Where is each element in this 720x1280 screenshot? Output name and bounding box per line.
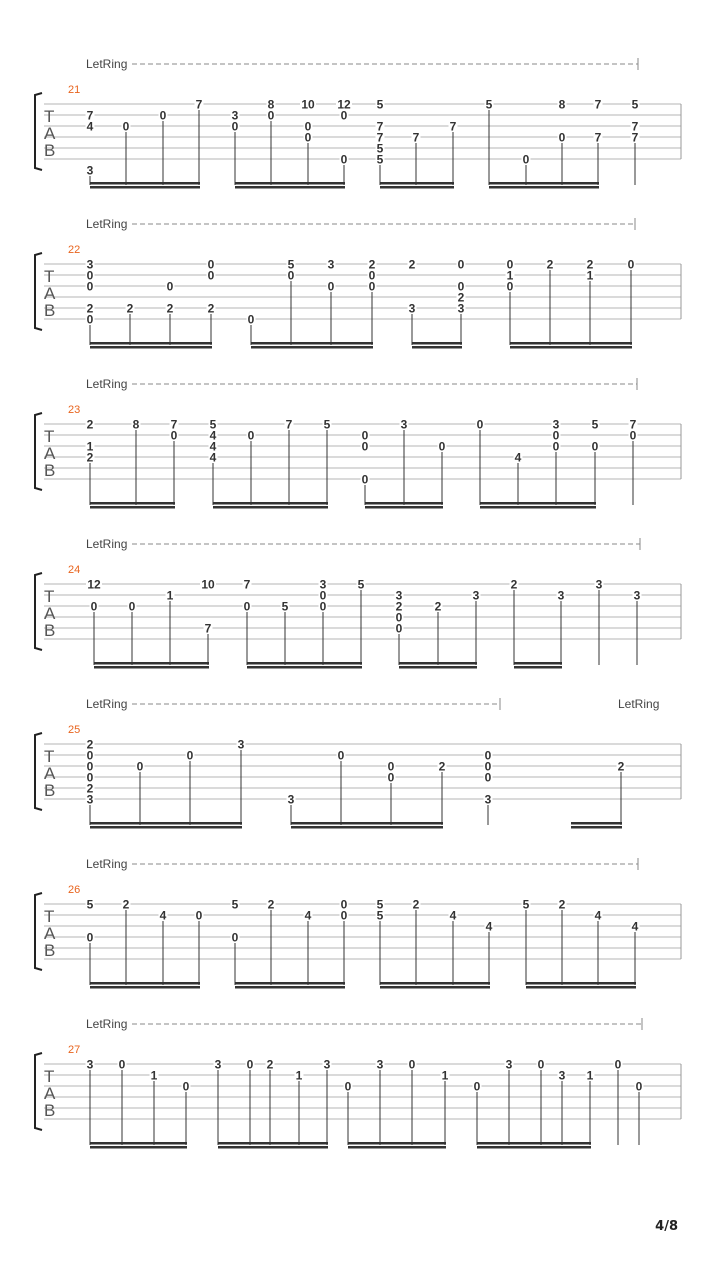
fret-number: 7: [629, 417, 637, 432]
system-bracket: [35, 573, 42, 650]
fret-number: 2: [267, 897, 275, 912]
beam: [380, 982, 490, 985]
beam: [90, 822, 242, 825]
tab-clef-letter: T: [44, 267, 55, 286]
fret-number: 0: [627, 257, 635, 272]
tab-system-21: [35, 58, 681, 189]
fret-number: 3: [552, 417, 560, 432]
tab-clef-letter: T: [44, 907, 55, 926]
fret-number: 2: [86, 737, 94, 752]
fret-number: 2: [546, 257, 554, 272]
let-ring-label: LetRing: [86, 697, 128, 711]
fret-number: 3: [558, 1068, 566, 1083]
fret-number: 0: [506, 279, 514, 294]
fret-number: 2: [408, 257, 416, 272]
fret-number: 0: [186, 748, 194, 763]
fret-number: 0: [368, 279, 376, 294]
beam: [571, 826, 622, 829]
beam: [90, 186, 200, 189]
fret-number: 4: [159, 908, 167, 923]
fret-number: 3: [327, 257, 335, 272]
beam: [218, 1146, 328, 1149]
fret-number: 7: [594, 130, 602, 145]
fret-number: 3: [376, 1057, 384, 1072]
fret-number: 5: [281, 599, 289, 614]
beam: [514, 662, 562, 665]
beam: [251, 342, 373, 345]
beam: [365, 502, 443, 505]
beam: [399, 666, 477, 669]
fret-number: 0: [484, 759, 492, 774]
beam: [90, 1142, 187, 1145]
measure-number: 26: [68, 884, 81, 896]
fret-number: 5: [231, 897, 239, 912]
fret-number: 0: [304, 130, 312, 145]
fret-number: 4: [209, 428, 217, 443]
fret-number: 10: [201, 577, 215, 592]
fret-number: 0: [122, 119, 130, 134]
fret-number: 1: [586, 1068, 594, 1083]
beam: [510, 342, 632, 345]
fret-number: 5: [522, 897, 530, 912]
tab-system-27: [35, 1018, 681, 1149]
let-ring-label: LetRing: [86, 537, 128, 551]
fret-number: 1: [295, 1068, 303, 1083]
fret-number: 3: [633, 588, 641, 603]
fret-number: 0: [287, 268, 295, 283]
fret-number: 3: [214, 1057, 222, 1072]
fret-number: 2: [122, 897, 130, 912]
fret-number: 2: [207, 301, 215, 316]
fret-number: 0: [522, 152, 530, 167]
fret-number: 5: [376, 908, 384, 923]
fret-number: 0: [476, 417, 484, 432]
beam: [90, 982, 200, 985]
fret-number: 0: [231, 930, 239, 945]
fret-number: 0: [304, 119, 312, 134]
beam: [213, 502, 328, 505]
fret-number: 0: [361, 428, 369, 443]
fret-number: 3: [484, 792, 492, 807]
fret-number: 3: [400, 417, 408, 432]
beam: [380, 986, 490, 989]
beam: [247, 662, 362, 665]
fret-number: 0: [368, 268, 376, 283]
fret-number: 0: [319, 588, 327, 603]
fret-number: 3: [323, 1057, 331, 1072]
fret-number: 4: [449, 908, 457, 923]
fret-number: 3: [395, 588, 403, 603]
let-ring-label: LetRing: [86, 857, 128, 871]
beam: [514, 666, 562, 669]
fret-number: 10: [301, 97, 315, 112]
beam: [526, 986, 636, 989]
system-bracket: [35, 1053, 42, 1130]
fret-number: 2: [395, 599, 403, 614]
fret-number: 2: [412, 897, 420, 912]
fret-number: 3: [472, 588, 480, 603]
fret-number: 2: [86, 781, 94, 796]
fret-number: 0: [170, 428, 178, 443]
fret-number: 0: [159, 108, 167, 123]
fret-number: 2: [617, 759, 625, 774]
fret-number: 0: [395, 610, 403, 625]
fret-number: 0: [247, 312, 255, 327]
fret-number: 0: [473, 1079, 481, 1094]
tab-clef-letter: B: [44, 301, 56, 320]
fret-number: 0: [247, 428, 255, 443]
fret-number: 3: [86, 1057, 94, 1072]
fret-number: 2: [510, 577, 518, 592]
fret-number: 1: [586, 268, 594, 283]
tab-clef-letter: A: [44, 764, 56, 783]
fret-number: 2: [86, 301, 94, 316]
fret-number: 0: [337, 748, 345, 763]
beam: [90, 342, 212, 345]
fret-number: 2: [368, 257, 376, 272]
fret-number: 7: [376, 119, 384, 134]
measure-number: 24: [68, 564, 81, 576]
fret-number: 4: [514, 450, 522, 465]
tab-system-23: [35, 378, 681, 509]
beam: [380, 182, 454, 185]
fret-number: 0: [128, 599, 136, 614]
beam: [571, 822, 622, 825]
fret-number: 0: [635, 1079, 643, 1094]
fret-number: 2: [266, 1057, 274, 1072]
tab-clef-letter: A: [44, 124, 56, 143]
fret-number: 0: [86, 268, 94, 283]
fret-number: 5: [209, 417, 217, 432]
fret-number: 0: [182, 1079, 190, 1094]
beam: [90, 506, 175, 509]
fret-number: 2: [126, 301, 134, 316]
beam: [480, 502, 596, 505]
fret-number: 0: [86, 770, 94, 785]
system-bracket: [35, 93, 42, 170]
beam: [489, 182, 599, 185]
beam: [480, 506, 596, 509]
fret-number: 4: [631, 919, 639, 934]
fret-number: 3: [86, 257, 94, 272]
fret-number: 2: [438, 759, 446, 774]
fret-number: 8: [267, 97, 275, 112]
fret-number: 0: [552, 428, 560, 443]
beam: [412, 346, 462, 349]
fret-number: 0: [340, 152, 348, 167]
beam: [90, 1146, 187, 1149]
let-ring-label: LetRing: [86, 1017, 128, 1031]
fret-number: 0: [552, 439, 560, 454]
fret-number: 0: [90, 599, 98, 614]
fret-number: 0: [361, 439, 369, 454]
beam: [348, 1142, 446, 1145]
fret-number: 3: [557, 588, 565, 603]
beam: [90, 502, 175, 505]
fret-number: 3: [287, 792, 295, 807]
system-bracket: [35, 893, 42, 970]
fret-number: 0: [506, 257, 514, 272]
fret-number: 3: [86, 163, 94, 178]
fret-number: 3: [408, 301, 416, 316]
measure-number: 22: [68, 244, 81, 256]
fret-number: 3: [505, 1057, 513, 1072]
fret-number: 0: [591, 439, 599, 454]
fret-number: 0: [118, 1057, 126, 1072]
tab-system-26: [35, 858, 681, 989]
fret-number: 0: [344, 1079, 352, 1094]
fret-number: 4: [594, 908, 602, 923]
tab-clef-letter: A: [44, 444, 56, 463]
beam: [489, 186, 599, 189]
beam: [213, 506, 328, 509]
fret-number: 2: [86, 417, 94, 432]
fret-number: 0: [166, 279, 174, 294]
fret-number: 1: [166, 588, 174, 603]
beam: [235, 182, 345, 185]
fret-number: 3: [86, 792, 94, 807]
fret-number: 0: [558, 130, 566, 145]
tab-clef-letter: B: [44, 621, 56, 640]
fret-number: 1: [506, 268, 514, 283]
beam: [90, 182, 200, 185]
fret-number: 0: [136, 759, 144, 774]
fret-number: 2: [586, 257, 594, 272]
system-bracket: [35, 253, 42, 330]
let-ring-label: LetRing: [86, 217, 128, 231]
fret-number: 0: [231, 119, 239, 134]
fret-number: 5: [591, 417, 599, 432]
fret-number: 0: [537, 1057, 545, 1072]
fret-number: 1: [150, 1068, 158, 1083]
fret-number: 0: [457, 279, 465, 294]
fret-number: 0: [395, 621, 403, 636]
fret-number: 2: [457, 290, 465, 305]
fret-number: 0: [387, 770, 395, 785]
fret-number: 7: [204, 621, 212, 636]
fret-number: 7: [243, 577, 251, 592]
let-ring-label: LetRing: [86, 57, 128, 71]
fret-number: 7: [285, 417, 293, 432]
fret-number: 12: [87, 577, 101, 592]
fret-number: 0: [484, 770, 492, 785]
tab-clef-letter: T: [44, 427, 55, 446]
fret-number: 5: [376, 897, 384, 912]
beam: [235, 982, 345, 985]
tab-clef-letter: A: [44, 1084, 56, 1103]
fret-number: 7: [631, 130, 639, 145]
fret-number: 0: [340, 897, 348, 912]
fret-number: 0: [327, 279, 335, 294]
measure-number: 23: [68, 404, 81, 416]
fret-number: 7: [412, 130, 420, 145]
fret-number: 0: [408, 1057, 416, 1072]
fret-number: 1: [441, 1068, 449, 1083]
tab-clef-letter: B: [44, 1101, 56, 1120]
fret-number: 7: [86, 108, 94, 123]
fret-number: 5: [376, 141, 384, 156]
beam: [291, 822, 443, 825]
fret-number: 0: [243, 599, 251, 614]
fret-number: 7: [449, 119, 457, 134]
beam: [251, 346, 373, 349]
beam: [247, 666, 362, 669]
fret-number: 2: [558, 897, 566, 912]
fret-number: 3: [457, 301, 465, 316]
tab-system-25: [35, 698, 681, 829]
fret-number: 0: [246, 1057, 254, 1072]
fret-number: 0: [340, 108, 348, 123]
measure-number: 25: [68, 724, 81, 736]
beam: [218, 1142, 328, 1145]
beam: [90, 826, 242, 829]
beam: [365, 506, 443, 509]
beam: [399, 662, 477, 665]
fret-number: 0: [267, 108, 275, 123]
fret-number: 7: [170, 417, 178, 432]
fret-number: 4: [209, 439, 217, 454]
tab-clef-letter: T: [44, 107, 55, 126]
beam: [235, 186, 345, 189]
fret-number: 0: [457, 257, 465, 272]
beam: [94, 666, 209, 669]
tab-clef-letter: A: [44, 604, 56, 623]
fret-number: 1: [86, 439, 94, 454]
fret-number: 0: [207, 257, 215, 272]
fret-number: 3: [595, 577, 603, 592]
tab-clef-letter: B: [44, 781, 56, 800]
fret-number: 7: [195, 97, 203, 112]
tab-clef-letter: T: [44, 1067, 55, 1086]
tab-clef-letter: B: [44, 941, 56, 960]
fret-number: 0: [629, 428, 637, 443]
fret-number: 3: [319, 577, 327, 592]
fret-number: 0: [86, 759, 94, 774]
fret-number: 5: [86, 897, 94, 912]
fret-number: 0: [86, 279, 94, 294]
fret-number: 5: [376, 152, 384, 167]
beam: [291, 826, 443, 829]
fret-number: 0: [340, 908, 348, 923]
beam: [90, 986, 200, 989]
fret-number: 0: [614, 1057, 622, 1072]
fret-number: 0: [86, 748, 94, 763]
beam: [526, 982, 636, 985]
fret-number: 0: [195, 908, 203, 923]
beam: [477, 1146, 591, 1149]
fret-number: 5: [357, 577, 365, 592]
fret-number: 5: [631, 97, 639, 112]
tab-clef-letter: T: [44, 747, 55, 766]
page-number: 4/8: [655, 1219, 678, 1234]
beam: [412, 342, 462, 345]
fret-number: 4: [304, 908, 312, 923]
beam: [90, 346, 212, 349]
fret-number: 0: [484, 748, 492, 763]
beam: [510, 346, 632, 349]
fret-number: 8: [132, 417, 140, 432]
fret-number: 5: [376, 97, 384, 112]
fret-number: 4: [485, 919, 493, 934]
beam: [235, 986, 345, 989]
fret-number: 7: [631, 119, 639, 134]
system-bracket: [35, 413, 42, 490]
tab-system-22: [35, 218, 681, 349]
fret-number: 2: [86, 450, 94, 465]
beam: [94, 662, 209, 665]
fret-number: 4: [86, 119, 94, 134]
beam: [348, 1146, 446, 1149]
beam: [380, 186, 454, 189]
measure-number: 21: [68, 84, 81, 96]
fret-number: 0: [86, 312, 94, 327]
let-ring-label: LetRing: [618, 697, 660, 711]
fret-number: 5: [287, 257, 295, 272]
fret-number: 8: [558, 97, 566, 112]
tab-clef-letter: T: [44, 587, 55, 606]
tab-clef-letter: B: [44, 461, 56, 480]
fret-number: 0: [86, 930, 94, 945]
fret-number: 0: [438, 439, 446, 454]
beam: [477, 1142, 591, 1145]
measure-number: 27: [68, 1044, 81, 1056]
fret-number: 0: [387, 759, 395, 774]
fret-number: 5: [485, 97, 493, 112]
fret-number: 7: [376, 130, 384, 145]
fret-number: 0: [361, 472, 369, 487]
fret-number: 0: [207, 268, 215, 283]
fret-number: 2: [166, 301, 174, 316]
fret-number: 0: [319, 599, 327, 614]
fret-number: 3: [231, 108, 239, 123]
fret-number: 3: [237, 737, 245, 752]
tab-clef-letter: A: [44, 924, 56, 943]
fret-number: 5: [323, 417, 331, 432]
tab-clef-letter: B: [44, 141, 56, 160]
fret-number: 2: [434, 599, 442, 614]
system-bracket: [35, 733, 42, 810]
fret-number: 12: [337, 97, 351, 112]
let-ring-label: LetRing: [86, 377, 128, 391]
fret-number: 4: [209, 450, 217, 465]
fret-number: 7: [594, 97, 602, 112]
tab-clef-letter: A: [44, 284, 56, 303]
